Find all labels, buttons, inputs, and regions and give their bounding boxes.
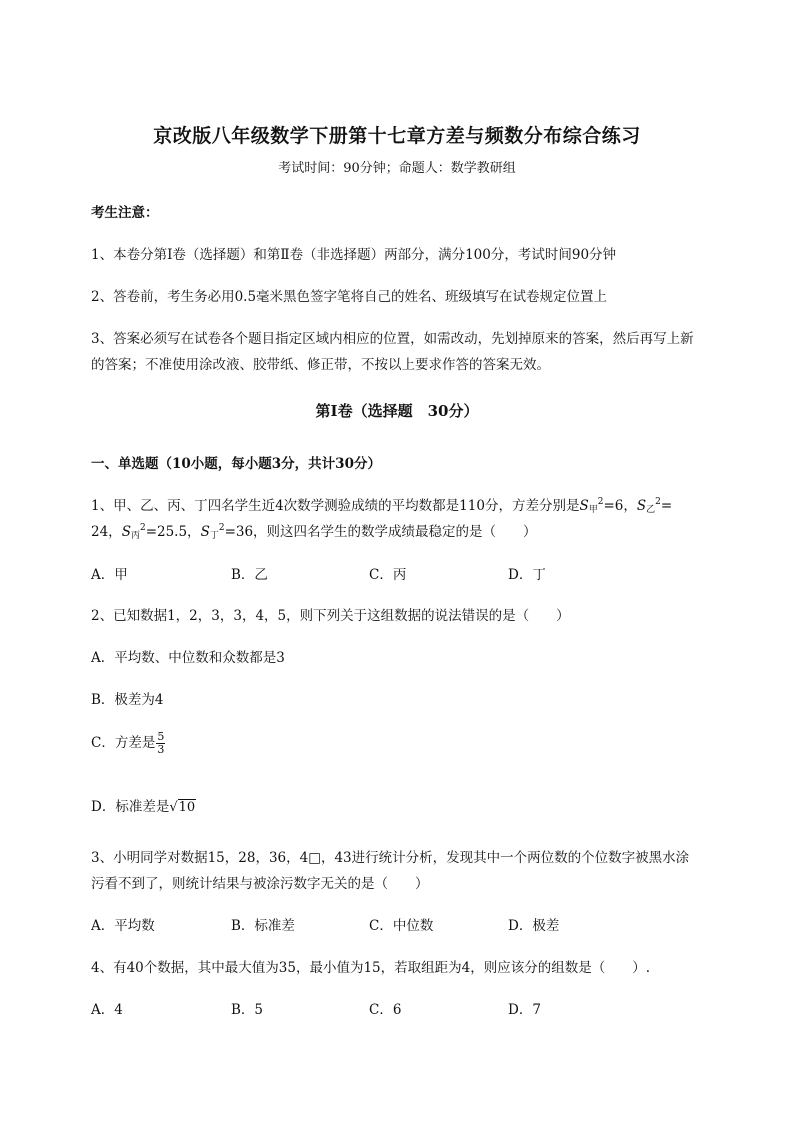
- sup-2: 2: [139, 523, 146, 533]
- q3-option-a[interactable]: A．平均数: [91, 918, 155, 934]
- section-title: 第I卷（选择题 30分）: [315, 402, 479, 420]
- var-s: S: [121, 524, 131, 540]
- q2-option-c-label: C．方差是: [91, 735, 156, 751]
- q4-option-d[interactable]: D．7: [508, 1002, 541, 1018]
- page-title: 京改版八年级数学下册第十七章方差与频数分布综合练习: [153, 125, 641, 147]
- var-s: S: [636, 498, 647, 514]
- q2-option-b[interactable]: B．极差为4: [91, 692, 164, 708]
- notice-heading: 考生注意：: [91, 205, 159, 221]
- sup-2: 2: [597, 497, 604, 507]
- q1-text: 1、甲、乙、丙、丁四名学生近4次数学测验成绩的平均数都是110分，方差分别是: [91, 498, 580, 514]
- val-jia: =6，: [603, 498, 637, 514]
- sub-ding: 丁: [209, 531, 219, 541]
- sup-2: 2: [655, 497, 661, 507]
- sqrt-symbol: √10: [169, 800, 196, 815]
- exam-info: 考试时间：90分钟；命题人：数学教研组: [278, 161, 516, 176]
- q1-option-b[interactable]: B．乙: [231, 567, 268, 583]
- q4-option-a[interactable]: A．4: [91, 1002, 123, 1018]
- q1-stem-line2: [91, 520, 537, 541]
- q2-option-c[interactable]: [91, 731, 165, 756]
- var-s: S: [200, 524, 210, 540]
- notice-item-1: 1、本卷分第I卷（选择题）和第Ⅱ卷（非选择题）两部分，满分100分，考试时间90分钟: [91, 247, 617, 263]
- q3-stem-line1: 3、小明同学对数据15，28，36，4□，43进行统计分析，发现其中一个两位数的个位数字被黑水涂: [91, 850, 690, 866]
- q2-stem: 2、已知数据1，2，3，3，4，5，则下列关于这组数据的说法错误的是（ ）: [91, 608, 570, 624]
- q1-option-c[interactable]: C．丙: [369, 567, 407, 583]
- q1-option-a[interactable]: A．甲: [91, 567, 128, 583]
- notice-item-3-cont: 的答案；不准使用涂改液、胶带纸、修正带，不按以上要求作答的答案无效。: [91, 357, 550, 373]
- q2-option-a[interactable]: A．平均数、中位数和众数都是3: [91, 650, 285, 666]
- q2-option-d-label: D．标准差是: [91, 799, 170, 815]
- q4-option-b[interactable]: B．5: [231, 1002, 264, 1018]
- q1-stem-line1: [91, 494, 672, 515]
- q2-option-d[interactable]: [91, 795, 196, 815]
- val-ding: =36，则这四名学生的数学成绩最稳定的是（ ）: [224, 524, 537, 540]
- var-s: S: [579, 498, 589, 514]
- val-yi: 24，: [91, 524, 122, 540]
- fraction: [156, 731, 165, 756]
- sup-2: 2: [218, 523, 225, 533]
- sub-bing: 丙: [130, 531, 140, 541]
- q3-stem-line2: 污看不到了，则统计结果与被涂污数字无关的是（ ）: [91, 876, 429, 892]
- q1-option-d[interactable]: D．丁: [508, 567, 546, 583]
- eq-sign: =: [660, 498, 673, 514]
- q3-option-c[interactable]: C．中位数: [369, 918, 434, 934]
- notice-item-2: 2、答卷前，考生务必用0.5毫米黑色签字笔将自己的姓名、班级填写在试卷规定位置上: [91, 289, 608, 305]
- sub-yi: 乙: [646, 505, 656, 515]
- sqrt-radicand: 10: [178, 800, 196, 815]
- part-heading: 一、单选题（10小题，每小题3分，共计30分）: [91, 456, 381, 472]
- q3-option-d[interactable]: D．极差: [508, 918, 560, 934]
- fraction-numerator: 5: [157, 730, 165, 743]
- sub-jia: 甲: [588, 505, 598, 515]
- val-bing: =25.5，: [145, 524, 201, 540]
- q4-stem: 4、有40个数据，其中最大值为35，最小值为15，若取组距为4，则应该分的组数是（ ）.: [91, 960, 651, 976]
- q4-option-c[interactable]: C．6: [369, 1002, 402, 1018]
- q3-option-b[interactable]: B．标准差: [231, 918, 295, 934]
- fraction-denominator: 3: [157, 743, 165, 756]
- notice-item-3: 3、答案必须写在试卷各个题目指定区域内相应的位置，如需改动，先划掉原来的答案，然后再写上新: [91, 331, 694, 347]
